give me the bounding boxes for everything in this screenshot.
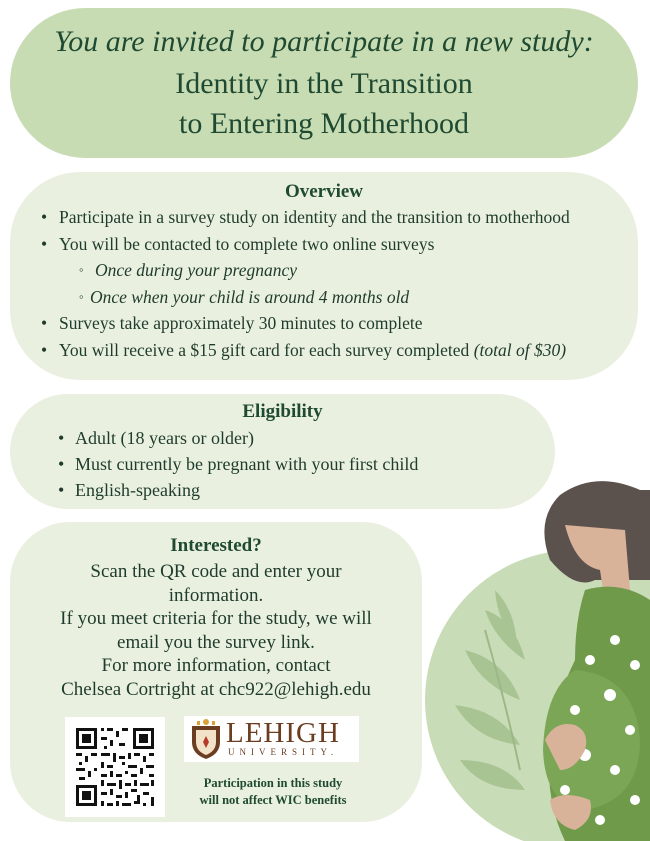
wic-line: will not affect WIC benefits xyxy=(199,793,347,807)
interested-heading: Interested? xyxy=(170,535,262,556)
pregnant-woman-illustration xyxy=(425,470,650,841)
wic-disclaimer xyxy=(168,775,378,809)
body-line: information. xyxy=(168,584,264,606)
list-item: • Participate in a survey study on identity and the transition to motherhood xyxy=(10,204,638,231)
lehigh-logo xyxy=(184,716,359,762)
gift-card-text: You will receive a $15 gift card for each survey completed xyxy=(59,339,474,360)
list-item: • English-speaking xyxy=(10,477,555,503)
invite-line: You are invited to participate in a new study: xyxy=(54,25,594,58)
sub-list-item: ◦ Once when your child is around 4 months old xyxy=(10,284,638,311)
body-line: If you meet criteria for the study, we will xyxy=(60,608,372,629)
qr-code-graphic xyxy=(65,717,165,817)
list-item: • Must currently be pregnant with your first child xyxy=(10,451,555,477)
overview-section xyxy=(10,172,638,380)
university-wordmark: UNIVERSITY. xyxy=(228,747,339,757)
contact-line[interactable]: Chelsea Cortright at chc922@lehigh.edu xyxy=(61,678,371,700)
study-title-line-2: to Entering Motherhood xyxy=(179,107,469,140)
wic-line: Participation in this study xyxy=(203,776,343,790)
list-item: • Surveys take approximately 30 minutes to complete xyxy=(10,310,638,337)
study-title-line-1: Identity in the Transition xyxy=(175,67,473,100)
interested-body xyxy=(10,560,422,701)
list-item xyxy=(10,337,638,364)
gift-card-total: (total of $30) xyxy=(473,339,567,360)
body-line: email you the survey link. xyxy=(117,631,315,653)
title-banner xyxy=(10,8,638,158)
qr-code[interactable] xyxy=(65,717,165,817)
lehigh-shield-icon xyxy=(188,718,224,760)
list-item: • Adult (18 years or older) xyxy=(10,425,555,451)
overview-list xyxy=(10,204,638,363)
sub-list-item: ◦ Once during your pregnancy xyxy=(10,257,638,284)
list-item: • You will be contacted to complete two online surveys xyxy=(10,231,638,258)
overview-heading: Overview xyxy=(284,181,364,202)
eligibility-heading: Eligibility xyxy=(242,401,323,422)
body-line: For more information, contact xyxy=(101,655,331,676)
lehigh-wordmark: LEHIGH xyxy=(226,717,340,749)
body-line: Scan the QR code and enter your xyxy=(90,561,342,582)
